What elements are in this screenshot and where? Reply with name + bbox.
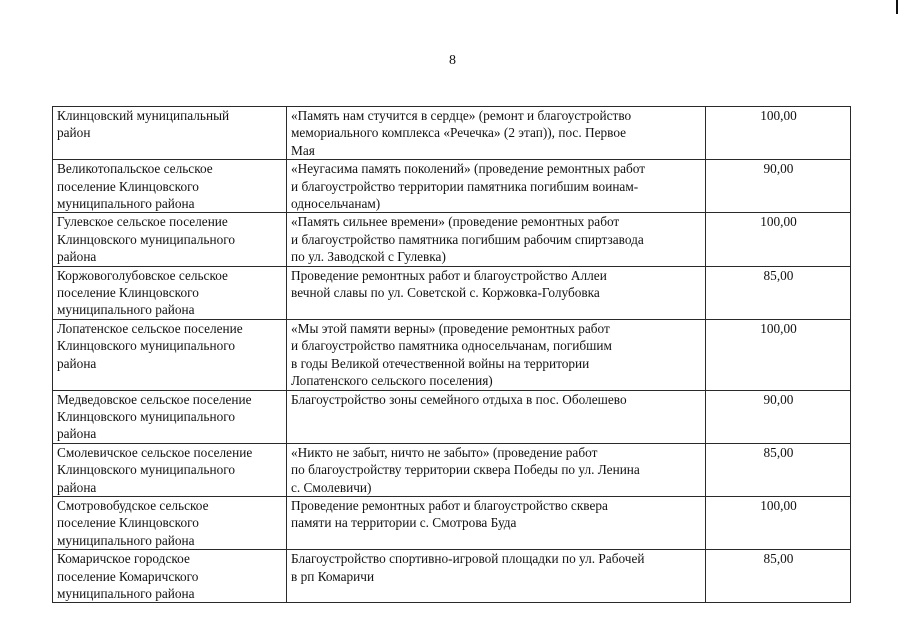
settlement-name: Смотровобудское сельское поселение Клинцовского муниципального района xyxy=(53,496,287,549)
settlement-name: Смолевичское сельское поселение Клинцовского муниципального района xyxy=(53,443,287,496)
page-number: 8 xyxy=(449,53,456,68)
project-description: «Мы этой памяти верны» (проведение ремонтных работ и благоустройство памятника односельчанам, погибшим в годы Великой отечественной войны на территории Лопатенского сельского поселения) xyxy=(287,319,706,390)
project-description: Проведение ремонтных работ и благоустройство Аллеи вечной славы по ул. Советской с. Коржовка-Голубовка xyxy=(287,266,706,319)
settlement-name: Лопатенское сельское поселение Клинцовского муниципального района xyxy=(53,319,287,390)
settlement-name: Медведовское сельское поселение Клинцовского муниципального района xyxy=(53,390,287,443)
edge-mark xyxy=(896,0,898,14)
project-description: Благоустройство спортивно-игровой площадки по ул. Рабочей в рп Комаричи xyxy=(287,550,706,603)
settlement-name: Великотопальское сельское поселение Клинцовского муниципального района xyxy=(53,160,287,213)
amount-value: 100,00 xyxy=(706,496,851,549)
settlement-name: Коржовоголубовское сельское поселение Клинцовского муниципального района xyxy=(53,266,287,319)
table-row xyxy=(53,213,851,266)
amount-value: 100,00 xyxy=(706,319,851,390)
table-row xyxy=(53,496,851,549)
settlement-name: Комаричское городское поселение Комаричского муниципального района xyxy=(53,550,287,603)
amount-value: 85,00 xyxy=(706,443,851,496)
project-description: Благоустройство зоны семейного отдыха в пос. Оболешево xyxy=(287,390,706,443)
settlement-name: Гулевское сельское поселение Клинцовского муниципального района xyxy=(53,213,287,266)
amount-value: 100,00 xyxy=(706,107,851,160)
project-description: Проведение ремонтных работ и благоустройство сквера памяти на территории с. Смотрова Буда xyxy=(287,496,706,549)
settlement-name: Клинцовский муниципальный район xyxy=(53,107,287,160)
table-row xyxy=(53,550,851,603)
funding-table xyxy=(52,106,851,603)
table-row xyxy=(53,319,851,390)
table-row xyxy=(53,266,851,319)
table-row xyxy=(53,443,851,496)
table-body xyxy=(53,107,851,603)
table-row xyxy=(53,160,851,213)
project-description: «Память сильнее времени» (проведение ремонтных работ и благоустройство памятника погибшим рабочим спиртзавода по ул. Заводской с Гулевка) xyxy=(287,213,706,266)
amount-value: 90,00 xyxy=(706,160,851,213)
project-description: «Неугасима память поколений» (проведение ремонтных работ и благоустройство территории памятника погибшим воинам- односельчанам) xyxy=(287,160,706,213)
amount-value: 100,00 xyxy=(706,213,851,266)
table-row xyxy=(53,107,851,160)
amount-value: 90,00 xyxy=(706,390,851,443)
table-row xyxy=(53,390,851,443)
amount-value: 85,00 xyxy=(706,266,851,319)
project-description: «Память нам стучится в сердце» (ремонт и благоустройство мемориального комплекса «Речечка» (2 этап)), пос. Первое Мая xyxy=(287,107,706,160)
amount-value: 85,00 xyxy=(706,550,851,603)
project-description: «Никто не забыт, ничто не забыто» (проведение работ по благоустройству территории сквера Победы по ул. Ленина с. Смолевичи) xyxy=(287,443,706,496)
